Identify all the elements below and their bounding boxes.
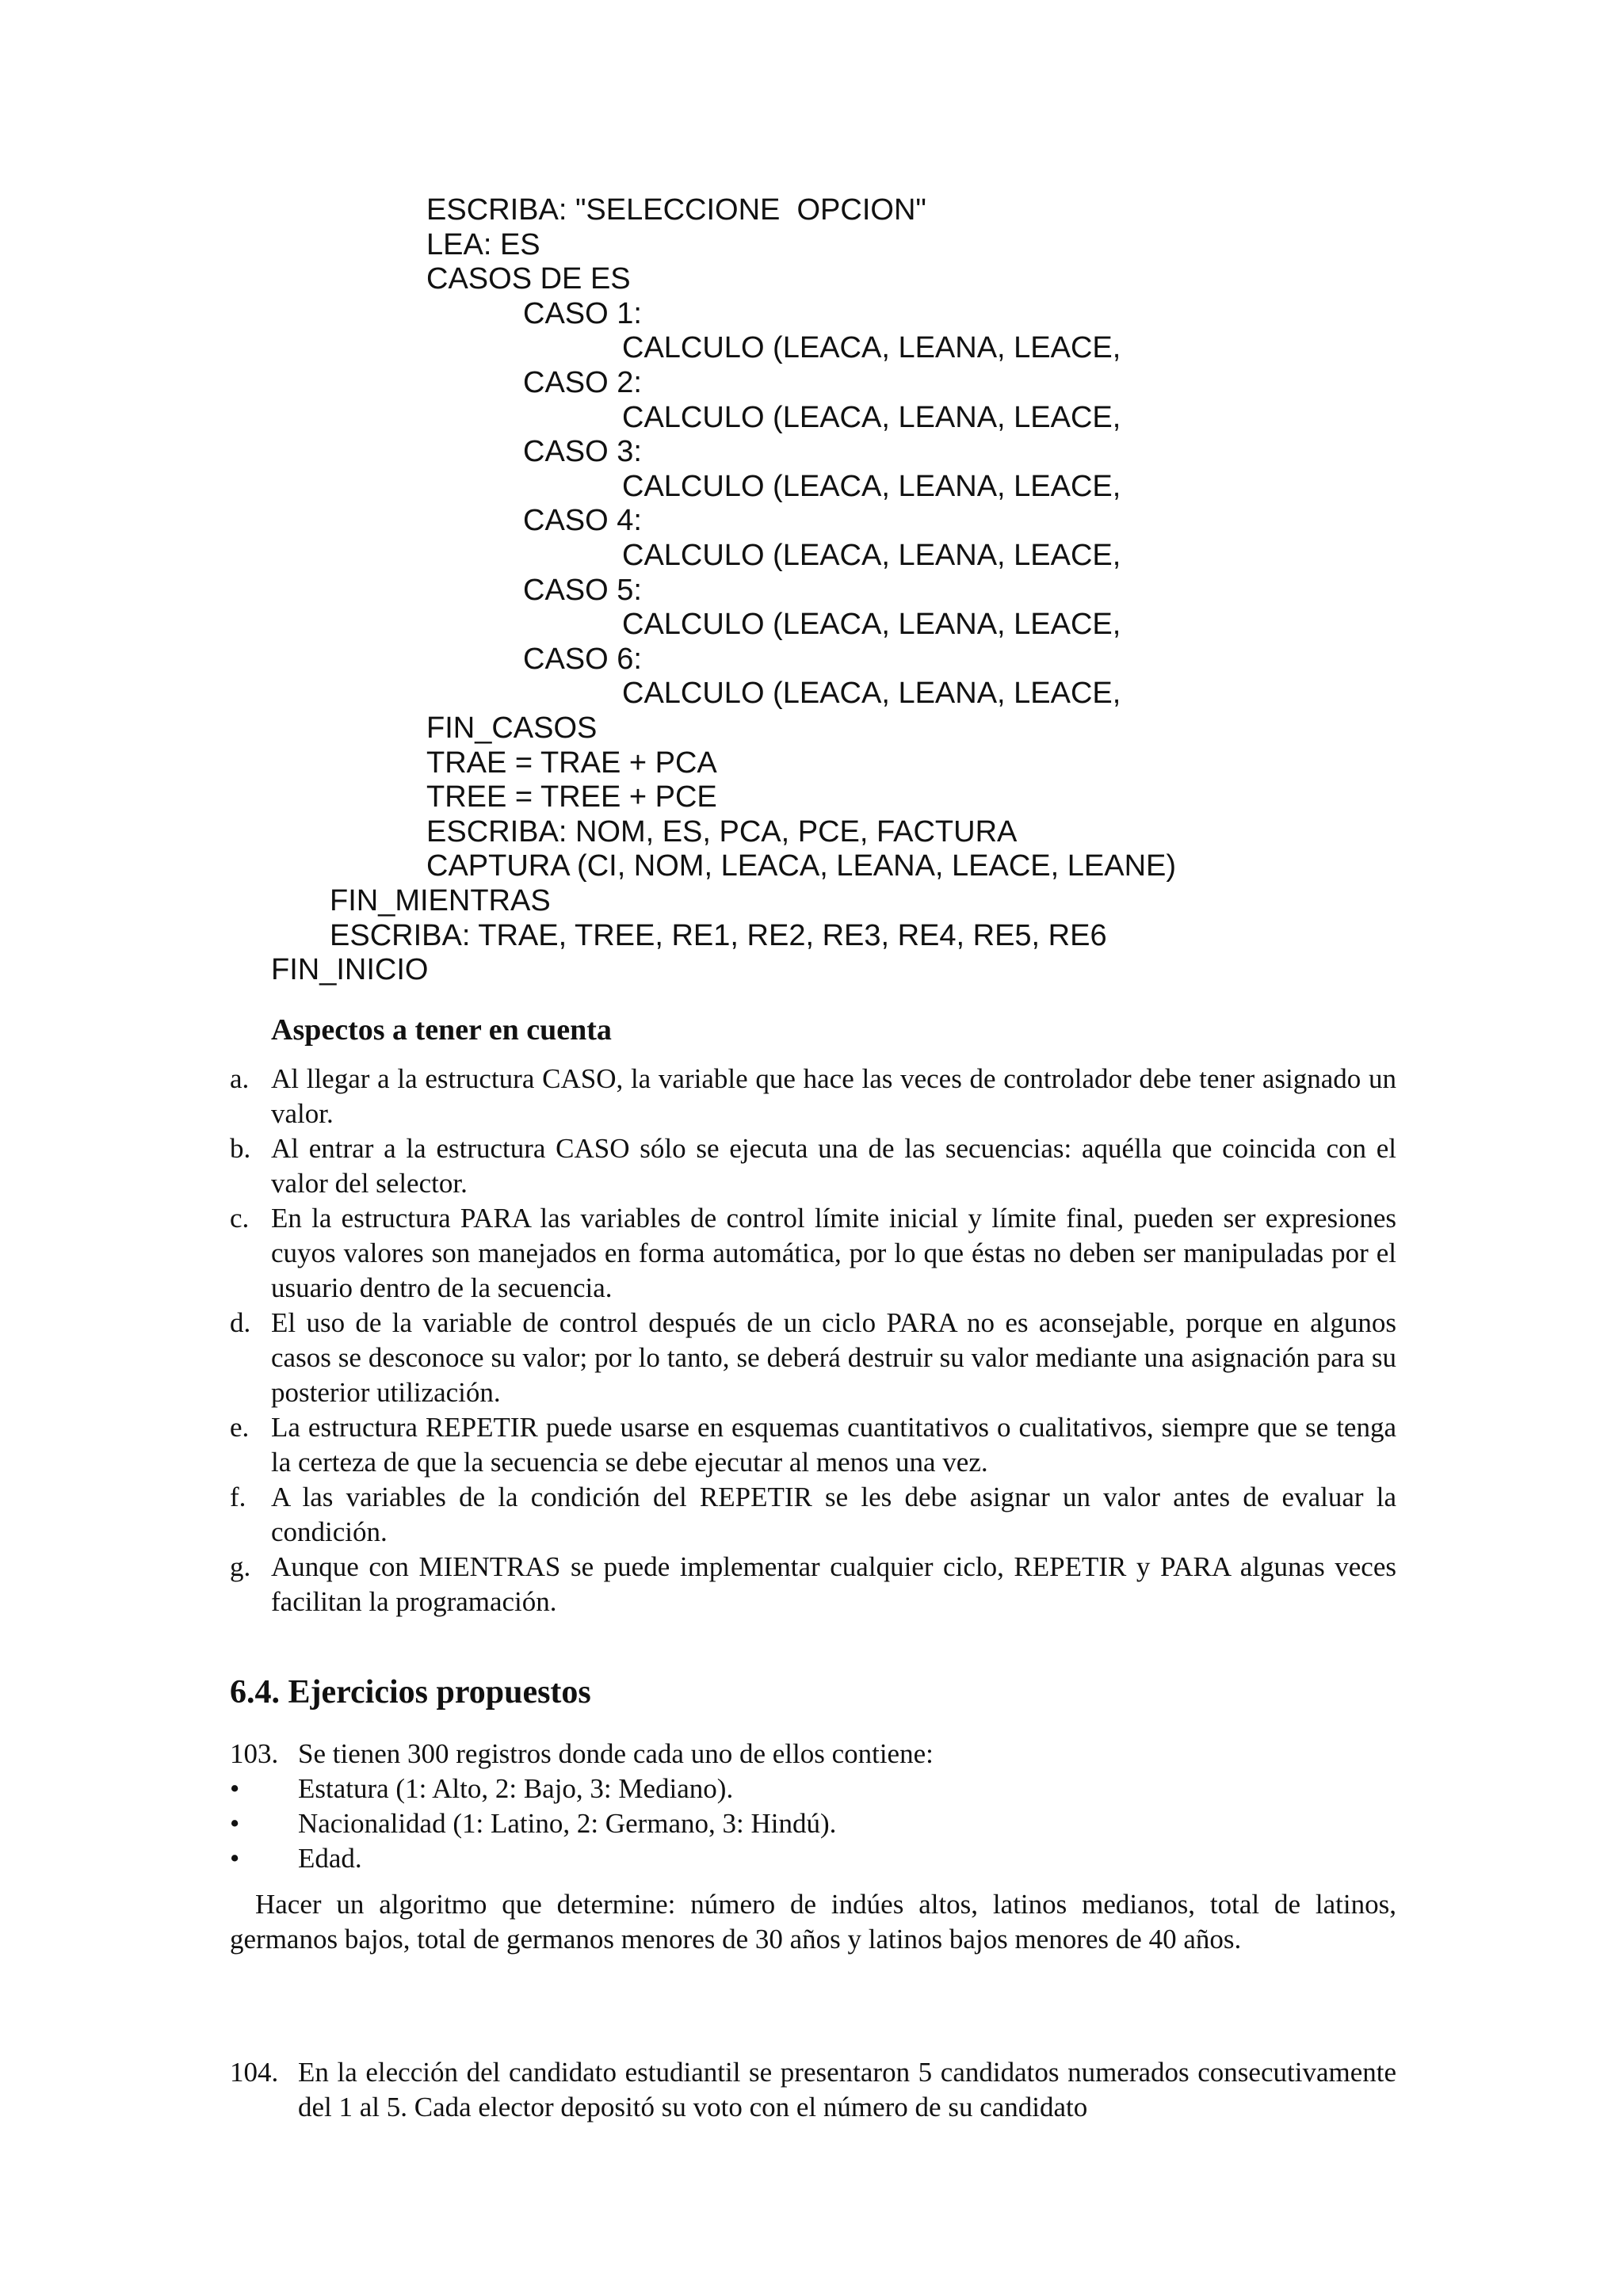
bullet-icon: •	[230, 1843, 240, 1874]
list-marker: a.	[230, 1063, 250, 1094]
list-item-text: En la estructura PARA las variables de control límite inicial y límite final, pueden ser expresiones cuyos valores son manejados en forma automática, por lo que éstas no deben ser manipuladas por el usuario dentro de la secuencia.	[271, 1203, 1396, 1303]
list-marker: g.	[230, 1551, 251, 1582]
code-line: FIN_CASOS	[426, 711, 598, 745]
code-line: ESCRIBA: TRAE, TREE, RE1, RE2, RE3, RE4, RE5, RE6	[330, 918, 1107, 952]
code-line: TREE = TREE + PCE	[426, 780, 717, 814]
aspects-list	[230, 1062, 1396, 1619]
aspects-heading: Aspectos a tener en cuenta	[271, 1013, 612, 1047]
list-item-text: Al llegar a la estructura CASO, la variable que hace las veces de controlador debe tener asignado un valor.	[271, 1063, 1396, 1129]
code-line: TRAE = TRAE + PCA	[426, 746, 717, 780]
list-item	[230, 1772, 1396, 1806]
list-item-text: El uso de la variable de control después de un ciclo PARA no es aconsejable, porque en algunos casos se desconoce su valor; por lo tanto, se deberá destruir su valor mediante una asignación para su posterior utilización.	[271, 1307, 1396, 1408]
list-item-text: Al entrar a la estructura CASO sólo se ejecuta una de las secuencias: aquélla que coincida con el valor del selector.	[271, 1133, 1396, 1199]
list-marker: b.	[230, 1133, 251, 1164]
list-item	[230, 1480, 1396, 1550]
list-item	[230, 1410, 1396, 1480]
list-marker: f.	[230, 1482, 246, 1512]
list-item	[230, 1806, 1396, 1841]
list-item	[230, 1841, 1396, 1876]
list-item	[230, 1306, 1396, 1410]
code-line: ESCRIBA: NOM, ES, PCA, PCE, FACTURA	[426, 814, 1018, 849]
code-line: LEA: ES	[426, 227, 540, 261]
code-line: CASO 5:	[523, 573, 642, 607]
code-line: CASO 6:	[523, 642, 642, 676]
list-marker: d.	[230, 1307, 251, 1338]
code-line: ESCRIBA: "SELECCIONE OPCION"	[426, 193, 926, 227]
bullet-icon: •	[230, 1773, 240, 1804]
code-line: CALCULO (LEACA, LEANA, LEACE,	[622, 608, 1121, 642]
list-item-text: Estatura (1: Alto, 2: Bajo, 3: Mediano).	[298, 1773, 734, 1804]
code-line: CALCULO (LEACA, LEANA, LEACE,	[622, 469, 1121, 503]
code-line: FIN_INICIO	[271, 953, 429, 987]
code-line: CAPTURA (CI, NOM, LEACA, LEANA, LEACE, LEANE)	[426, 849, 1177, 883]
code-line: CASO 2:	[523, 366, 642, 399]
code-line: CASO 4:	[523, 504, 642, 538]
bullet-icon: •	[230, 1808, 240, 1839]
code-line: CALCULO (LEACA, LEANA, LEACE,	[622, 400, 1121, 434]
list-item-text: Nacionalidad (1: Latino, 2: Germano, 3: Hindú).	[298, 1808, 837, 1839]
code-line: CASO 1:	[523, 296, 642, 330]
code-line: CALCULO (LEACA, LEANA, LEACE,	[622, 677, 1121, 711]
exercise-number: 104.	[230, 2057, 279, 2088]
exercise-text: En la elección del candidato estudiantil se presentaron 5 candidatos numerados consecutivamente del 1 al 5. Cada elector depositó su voto con el número de su candidato	[298, 2057, 1396, 2122]
code-line: CALCULO (LEACA, LEANA, LEACE,	[622, 331, 1121, 365]
list-item-text: A las variables de la condición del REPETIR se les debe asignar un valor antes de evaluar la condición.	[271, 1482, 1396, 1547]
list-marker: c.	[230, 1203, 250, 1234]
list-item-text: La estructura REPETIR puede usarse en esquemas cuantitativos o cualitativos, siempre que se tenga la certeza de que la secuencia se debe ejecutar al menos una vez.	[271, 1412, 1396, 1478]
list-item	[230, 1550, 1396, 1619]
code-line: CALCULO (LEACA, LEANA, LEACE,	[622, 539, 1121, 572]
code-line: FIN_MIENTRAS	[330, 884, 551, 917]
list-item-text: Edad.	[298, 1843, 362, 1874]
exercise-bullets	[230, 1772, 1396, 1876]
code-line: CASOS DE ES	[426, 262, 631, 296]
exercise-104	[230, 2055, 1396, 2125]
exercise-intro: Se tienen 300 registros donde cada uno de ellos contiene:	[298, 1738, 934, 1769]
list-item	[230, 1131, 1396, 1201]
list-item	[230, 1062, 1396, 1131]
list-item-text: Aunque con MIENTRAS se puede implementar cualquier ciclo, REPETIR y PARA algunas veces facilitan la programación.	[271, 1551, 1396, 1617]
exercise-number: 103.	[230, 1738, 279, 1769]
exercise-paragraph: Hacer un algoritmo que determine: número de indúes altos, latinos medianos, total de latinos, germanos bajos, total de germanos menores de 30 años y latinos bajos menores de 40 años.	[230, 1889, 1396, 1955]
section-heading: 6.4. Ejercicios propuestos	[230, 1674, 591, 1711]
list-marker: e.	[230, 1412, 250, 1443]
list-item	[230, 1201, 1396, 1306]
exercise-103	[230, 1737, 1396, 1957]
code-line: CASO 3:	[523, 435, 642, 469]
